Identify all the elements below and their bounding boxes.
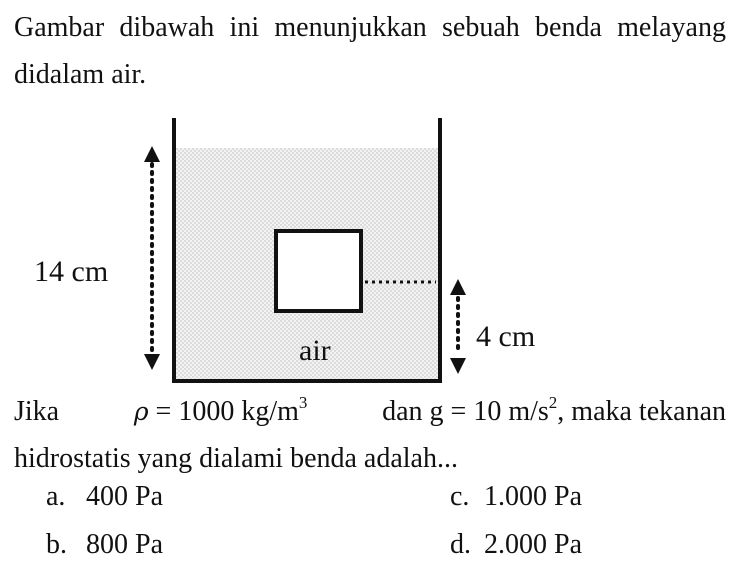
option-d-letter: d.	[450, 529, 471, 560]
depth-label: 4 cm	[476, 320, 536, 353]
option-a-value: 400 Pa	[86, 481, 163, 512]
question-part3: , maka tekanan	[557, 396, 726, 427]
g-value: dan g = 10 m/s	[382, 396, 549, 427]
height-label: 14 cm	[34, 255, 109, 288]
rho-value: = 1000 kg/m	[155, 396, 299, 427]
option-c[interactable]	[450, 480, 582, 514]
depth-dimension-arrow	[450, 279, 466, 374]
option-a[interactable]	[46, 480, 163, 514]
option-b-value: 800 Pa	[86, 529, 163, 560]
option-a-letter: a.	[46, 481, 66, 512]
rho-symbol: ρ	[133, 397, 149, 426]
option-d-value: 2.000 Pa	[484, 529, 582, 560]
option-c-value: 1.000 Pa	[484, 481, 582, 512]
option-b-letter: b.	[46, 529, 67, 560]
question-text	[14, 388, 726, 482]
rho-exponent: 3	[298, 393, 308, 412]
height-dimension-arrow	[144, 146, 160, 370]
floating-object	[276, 231, 361, 311]
question-part1: Jika	[14, 396, 60, 427]
option-b[interactable]	[46, 528, 163, 562]
g-exponent: 2	[548, 393, 558, 412]
option-c-letter: c.	[450, 481, 470, 512]
intro-text: Gambar dibawah ini menunjukkan sebuah benda melayang didalam air.	[14, 12, 726, 90]
question-line2: hidrostatis yang dialami benda adalah...	[14, 443, 458, 474]
option-d[interactable]	[450, 528, 582, 562]
fluid-label: air	[299, 334, 331, 367]
